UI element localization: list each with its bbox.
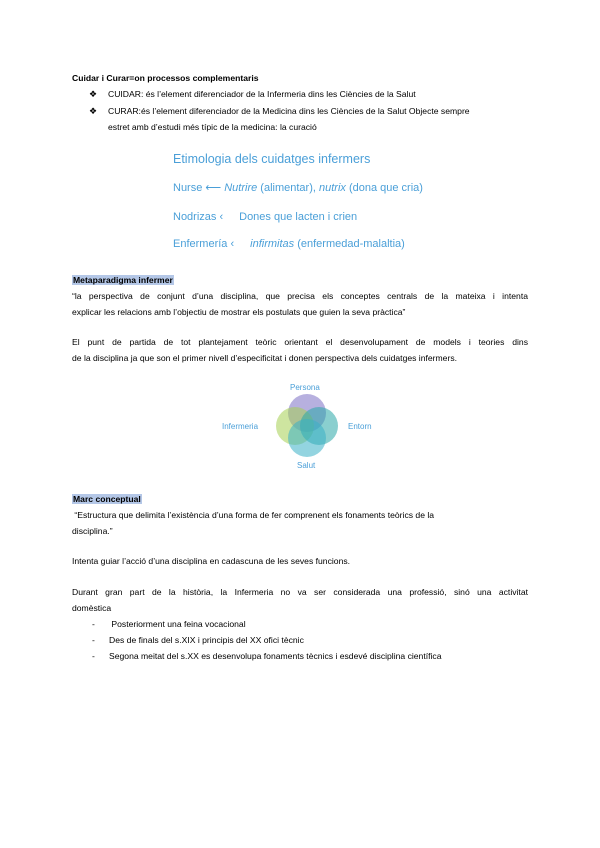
venn-label-infermeria: Infermeria: [222, 422, 259, 431]
metaparadigma-paragraph: El punt de partida de tot plantejament teòric orientant el desenvolupament de models i teories dins de la disciplina ja que son el primer nivell d’especificitat i donen perspectiva dels cuidatges infermers.: [72, 337, 528, 363]
marc-quote: “Estructura que delimita l’existència d’una forma de fer comprenent els fonaments teòrics de la disciplina.”: [72, 510, 435, 536]
metaparadigma-quote: “la perspectiva de conjunt d’una disciplina, que precisa els conceptes centrals de la mateixa i intenta explicar les relacions amb l’objectiu de mostrar els postulats que guien la seva pràctica”: [72, 291, 528, 317]
venn-label-persona: Persona: [290, 383, 320, 392]
etymology-title: Etimologia dels cuidatges infermers: [173, 152, 371, 166]
section-heading-metaparadigma: Metaparadigma infermer: [73, 275, 173, 285]
venn-label-entorn: Entorn: [348, 422, 372, 431]
section-heading-cuidar-curar: Cuidar i Curar=on processos complementaris: [72, 73, 259, 83]
list-item: Posteriorment una feina vocacional: [109, 619, 246, 629]
etymology-row-enfermeria: Enfermería ‹ infirmitas (enfermedad-malaltia): [173, 238, 405, 250]
etymology-row-nodrizas: Nodrizas ‹ Dones que lacten i crien: [173, 211, 358, 223]
venn-label-salut: Salut: [297, 461, 316, 470]
venn-circle-salut: [288, 419, 326, 457]
list-item: Segona meitat del s.XX es desenvolupa fonaments tècnics i esdevé disciplina científica: [109, 651, 442, 661]
bullet-cuidar: CUIDAR: és l’element diferenciador de la Infermeria dins les Ciències de la Salut: [108, 89, 416, 99]
marc-paragraph-2: Durant gran part de la història, la Infermeria no va ser considerada una professió, sinó una activitat domèstica: [72, 587, 528, 613]
venn-circles: [270, 390, 350, 460]
list-item: Des de finals del s.XIX i principis del XX ofici tècnic: [109, 635, 304, 645]
dash-bullet: -: [92, 619, 95, 629]
etymology-row-nurse: Nurse ⟵ Nutrire (alimentar), nutrix (dona que cria): [173, 182, 423, 194]
marc-paragraph-1: Intenta guiar l’acció d’una disciplina en cadascuna de les seves funcions.: [72, 556, 351, 566]
dash-bullet: -: [92, 651, 95, 661]
bullet-curar: CURAR:és l’element diferenciador de la Medicina dins les Ciències de la Salut Objecte sempre: [108, 106, 470, 116]
bullet-curar-continuation: estret amb d’estudi més típic de la medicina: la curació: [108, 122, 317, 132]
section-heading-marc-conceptual: Marc conceptual: [73, 494, 141, 504]
dash-bullet: -: [92, 635, 95, 645]
diamond-bullet-icon: ❖: [89, 106, 98, 116]
diamond-bullet-icon: ❖: [89, 89, 98, 99]
